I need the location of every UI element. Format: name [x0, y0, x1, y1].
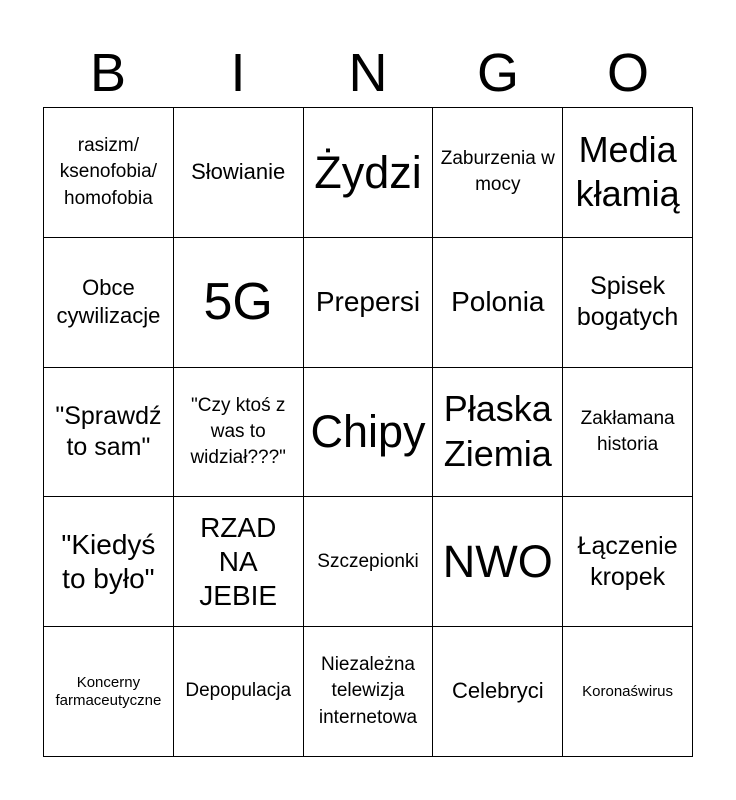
cell-label: "Czy ktoś z was to widział???" — [190, 394, 286, 469]
bingo-cell-r4-c3[interactable] — [304, 497, 434, 627]
bingo-cell-r4-c5[interactable] — [563, 497, 693, 627]
bingo-cell-r1-c1[interactable] — [44, 108, 174, 238]
cell-label: 5G — [203, 273, 273, 332]
bingo-cell-r3-c4[interactable] — [433, 368, 563, 498]
cell-label: NWO — [442, 536, 553, 588]
cell-label: Łączenie kropek — [577, 531, 678, 591]
cell-label: Polonia — [451, 286, 545, 318]
cell-label: "Sprawdź to sam" — [55, 401, 162, 461]
cell-label: Żydzi — [314, 146, 422, 198]
header-letter-g: G — [476, 43, 519, 103]
cell-label: RZAD NA JEBIE — [199, 511, 278, 611]
cell-label: Media kłamią — [575, 128, 680, 215]
bingo-cell-r2-c1[interactable] — [44, 238, 174, 368]
cell-label: Celebryci — [451, 678, 544, 704]
cell-label: Szczepionki — [317, 550, 419, 572]
bingo-cell-r3-c2[interactable] — [174, 368, 304, 498]
header-letter-n: N — [348, 43, 388, 103]
bingo-cell-r5-c4[interactable] — [433, 627, 563, 757]
bingo-cell-r1-c3[interactable] — [304, 108, 434, 238]
bingo-cell-r1-c4[interactable] — [433, 108, 563, 238]
cell-label: Spisek bogatych — [576, 271, 679, 332]
bingo-cell-r3-c5[interactable] — [563, 368, 693, 498]
cell-label: Płaska Ziemia — [443, 388, 552, 474]
bingo-cell-r3-c3[interactable] — [304, 368, 434, 498]
bingo-cell-r4-c1[interactable] — [44, 497, 174, 627]
bingo-cell-r2-c3[interactable] — [304, 238, 434, 368]
bingo-cell-r5-c5[interactable] — [563, 627, 693, 757]
bingo-cell-r4-c2[interactable] — [174, 497, 304, 627]
header-letter-o: O — [606, 43, 649, 103]
cell-label: Koronaświrus — [582, 682, 674, 700]
bingo-cell-r2-c4[interactable] — [433, 238, 563, 368]
cell-label: Koncerny farmaceutyczne — [55, 673, 162, 709]
cell-label: rasizm/ ksenofobia/ homofobia — [59, 135, 157, 209]
bingo-board — [43, 107, 693, 757]
cell-label: Zaburzenia w mocy — [440, 148, 555, 196]
cell-label: Słowianie — [191, 159, 286, 185]
bingo-cell-r2-c5[interactable] — [563, 238, 693, 368]
bingo-cell-r4-c4[interactable] — [433, 497, 563, 627]
header-letter-i: I — [230, 43, 246, 103]
cell-label: Chipy — [310, 406, 426, 458]
cell-label: Niezależna telewizja internetowa — [318, 654, 418, 728]
bingo-cell-r1-c2[interactable] — [174, 108, 304, 238]
bingo-cell-r3-c1[interactable] — [44, 368, 174, 498]
bingo-cell-r1-c5[interactable] — [563, 108, 693, 238]
bingo-cell-r2-c2[interactable] — [174, 238, 304, 368]
header-letter-b: B — [89, 43, 127, 103]
cell-label: Zakłamana historia — [580, 407, 675, 455]
cell-label: "Kiedyś to było" — [61, 528, 156, 594]
bingo-cell-r5-c3[interactable] — [304, 627, 434, 757]
bingo-header — [43, 38, 693, 108]
cell-label: Prepersi — [315, 286, 421, 318]
cell-label: Obce cywilizacje — [56, 274, 161, 329]
bingo-cell-r5-c2[interactable] — [174, 627, 304, 757]
cell-label: Depopulacja — [185, 680, 292, 702]
bingo-cell-r5-c1[interactable] — [44, 627, 174, 757]
